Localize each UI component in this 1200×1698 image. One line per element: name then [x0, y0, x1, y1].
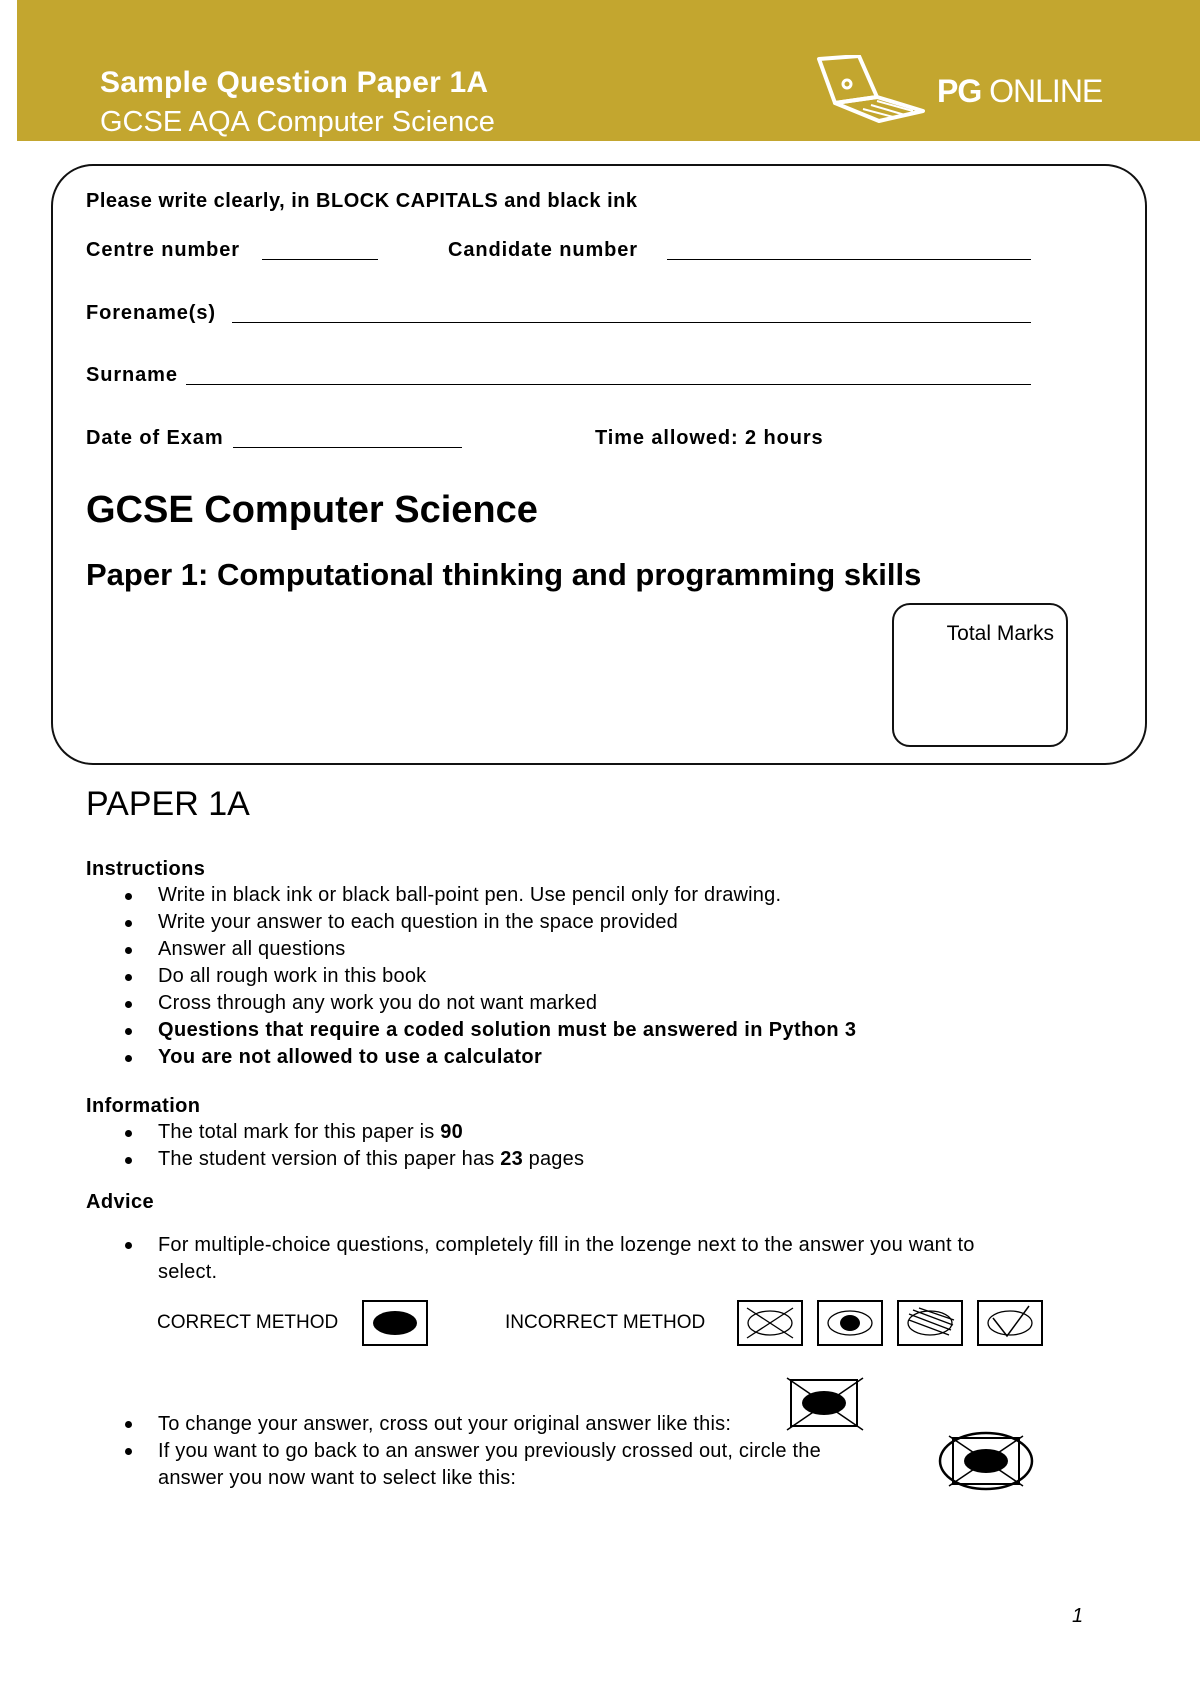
dotted-lozenge-icon — [817, 1300, 883, 1346]
candidate-number-field[interactable] — [667, 259, 1031, 260]
bullet — [125, 1242, 132, 1249]
multiple-choice-advice: For multiple-choice questions, completely fill in the lozenge next to the answer you want to select. — [158, 1234, 975, 1283]
block-capitals-instruction: Please write clearly, in BLOCK CAPITALS and black ink — [86, 190, 638, 212]
total-marks-label: Total Marks — [946, 622, 1054, 645]
reselect-answer-advice: If you want to go back to an answer you previously crossed out, circle the answer you now want to select like this: — [158, 1440, 821, 1489]
list-item: Answer all questions — [158, 936, 856, 963]
list-item: Write in black ink or black ball-point pen. Use pencil only for drawing. — [158, 882, 856, 909]
date-of-exam-field[interactable] — [233, 447, 462, 448]
candidate-number-label: Candidate number — [448, 239, 638, 261]
incorrect-method-label: INCORRECT METHOD — [505, 1312, 706, 1333]
paper-heading: Sample Question Paper 1A — [100, 66, 489, 99]
page-number: 1 — [1072, 1605, 1084, 1627]
crossed-lozenge-icon — [737, 1300, 803, 1346]
correct-method-label: CORRECT METHOD — [157, 1312, 339, 1333]
ticked-lozenge-icon — [977, 1300, 1043, 1346]
bullet — [125, 1448, 132, 1455]
surname-label: Surname — [86, 364, 178, 386]
forenames-label: Forename(s) — [86, 302, 216, 324]
information-list — [158, 1119, 584, 1173]
circled-answer-icon — [935, 1428, 1035, 1494]
brand-name: PG ONLINE — [937, 73, 1103, 109]
information-heading: Information — [86, 1095, 201, 1117]
total-marks-box — [892, 603, 1068, 747]
paper-title: Paper 1: Computational thinking and programming skills — [86, 557, 922, 592]
list-item: The student version of this paper has 23 pages — [158, 1146, 584, 1173]
bullet — [125, 1421, 132, 1428]
paper-code: PAPER 1A — [86, 785, 250, 823]
hatched-lozenge-icon — [897, 1300, 963, 1346]
instructions-list — [158, 882, 856, 1071]
list-item: The total mark for this paper is 90 — [158, 1119, 584, 1146]
time-allowed: Time allowed: 2 hours — [595, 427, 824, 449]
pg-online-logo — [815, 55, 1115, 135]
list-item: You are not allowed to use a calculator — [158, 1044, 856, 1071]
filled-lozenge-icon — [362, 1300, 428, 1346]
forenames-field[interactable] — [232, 322, 1031, 323]
centre-number-field[interactable] — [262, 259, 378, 260]
instructions-heading: Instructions — [86, 858, 206, 880]
centre-number-label: Centre number — [86, 239, 240, 261]
laptop-icon — [815, 55, 933, 127]
crossed-out-answer-icon — [785, 1376, 865, 1432]
change-answer-advice: To change your answer, cross out your original answer like this: — [158, 1413, 732, 1435]
subject-title: GCSE Computer Science — [86, 489, 538, 531]
list-item: Do all rough work in this book — [158, 963, 856, 990]
date-of-exam-label: Date of Exam — [86, 427, 224, 449]
list-item: Questions that require a coded solution must be answered in Python 3 — [158, 1017, 856, 1044]
advice-heading: Advice — [86, 1191, 154, 1213]
paper-subheading: GCSE AQA Computer Science — [100, 106, 495, 138]
surname-field[interactable] — [186, 384, 1031, 385]
list-item: Cross through any work you do not want marked — [158, 990, 856, 1017]
list-item: Write your answer to each question in the space provided — [158, 909, 856, 936]
